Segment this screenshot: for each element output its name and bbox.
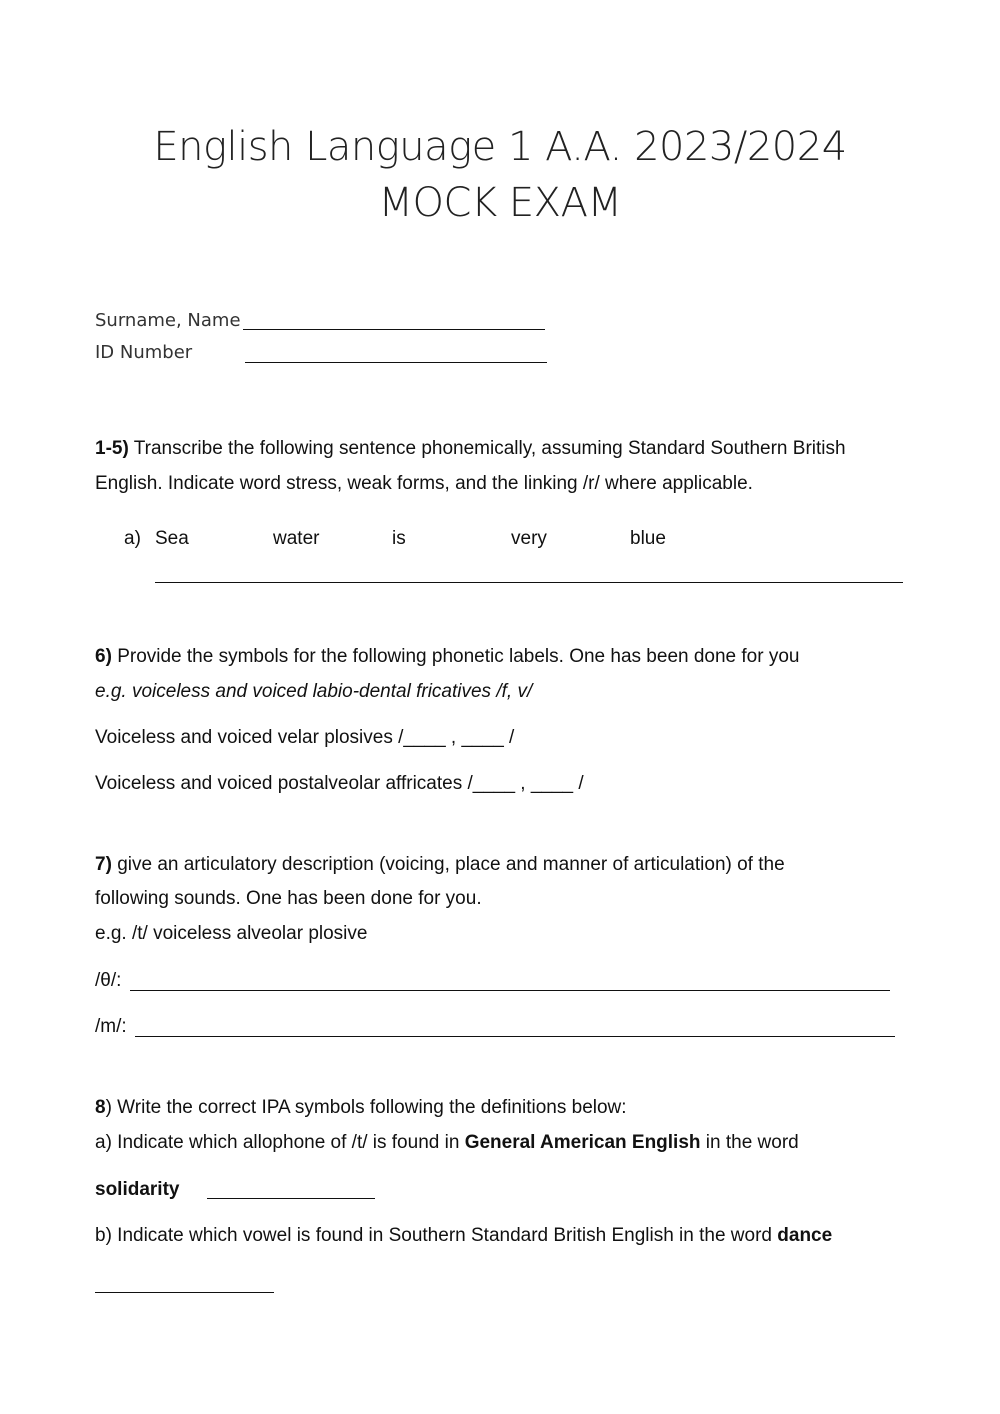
q1-line2: English. Indicate word stress, weak forms, and the linking /r/ where applicable. (95, 473, 753, 494)
q6-number: 6) (95, 646, 112, 667)
q6-prompt: 6) Provide the symbols for the following phonetic labels. One has been done for you (95, 646, 800, 667)
q7-line1: 7) give an articulatory description (voicing, place and manner of articulation) of the (95, 854, 785, 875)
q7-m-answer-line[interactable] (135, 1020, 895, 1037)
q7-line2: following sounds. One has been done for you. (95, 888, 482, 909)
q7-sound-m-label: /m/: (95, 1016, 127, 1037)
surname-label: Surname, Name (95, 310, 241, 331)
exam-title-line2: MOCK EXAM (378, 180, 622, 226)
q7-sound-theta-label: /θ/: (95, 970, 122, 991)
q8a-text: a) Indicate which allophone of /t/ is found in General American English in the word (95, 1132, 799, 1153)
q7-number: 7) (95, 854, 112, 875)
q6-postalveolar-affricates[interactable]: Voiceless and voiced postalveolar affricates /____ , ____ / (95, 773, 584, 794)
q8b-text: b) Indicate which vowel is found in Southern Standard British English in the word dance (95, 1225, 833, 1246)
q1-word: Sea (155, 528, 189, 549)
q8b-answer-line[interactable] (95, 1276, 274, 1293)
q1-item-label: a) (124, 528, 141, 549)
q6-velar-plosives[interactable]: Voiceless and voiced velar plosives /____ , ____ / (95, 727, 515, 748)
q8-prompt: 8) Write the correct IPA symbols following the definitions below: (95, 1097, 627, 1118)
exam-title-line1: English Language 1 A.A. 2023/2024 (153, 124, 847, 170)
q1-word: is (392, 528, 406, 549)
q7-theta-answer-line[interactable] (130, 974, 890, 991)
q8-number: 8 (95, 1097, 106, 1118)
q7-example: e.g. /t/ voiceless alveolar plosive (95, 923, 368, 944)
q1-word: very (511, 528, 547, 549)
q8a-answer-line[interactable] (207, 1182, 375, 1199)
q1-answer-line[interactable] (155, 566, 903, 583)
q1-line1: 1-5) Transcribe the following sentence phonemically, assuming Standard Southern British (95, 438, 846, 459)
q8a-word: solidarity (95, 1179, 180, 1200)
id-number-field[interactable] (245, 346, 547, 363)
q1-number: 1-5) (95, 438, 129, 459)
q1-word: water (273, 528, 320, 549)
q1-word: blue (630, 528, 666, 549)
surname-field[interactable] (243, 313, 545, 330)
q6-example: e.g. voiceless and voiced labio-dental fricatives /f, v/ (95, 681, 533, 702)
id-number-label: ID Number (95, 342, 193, 363)
